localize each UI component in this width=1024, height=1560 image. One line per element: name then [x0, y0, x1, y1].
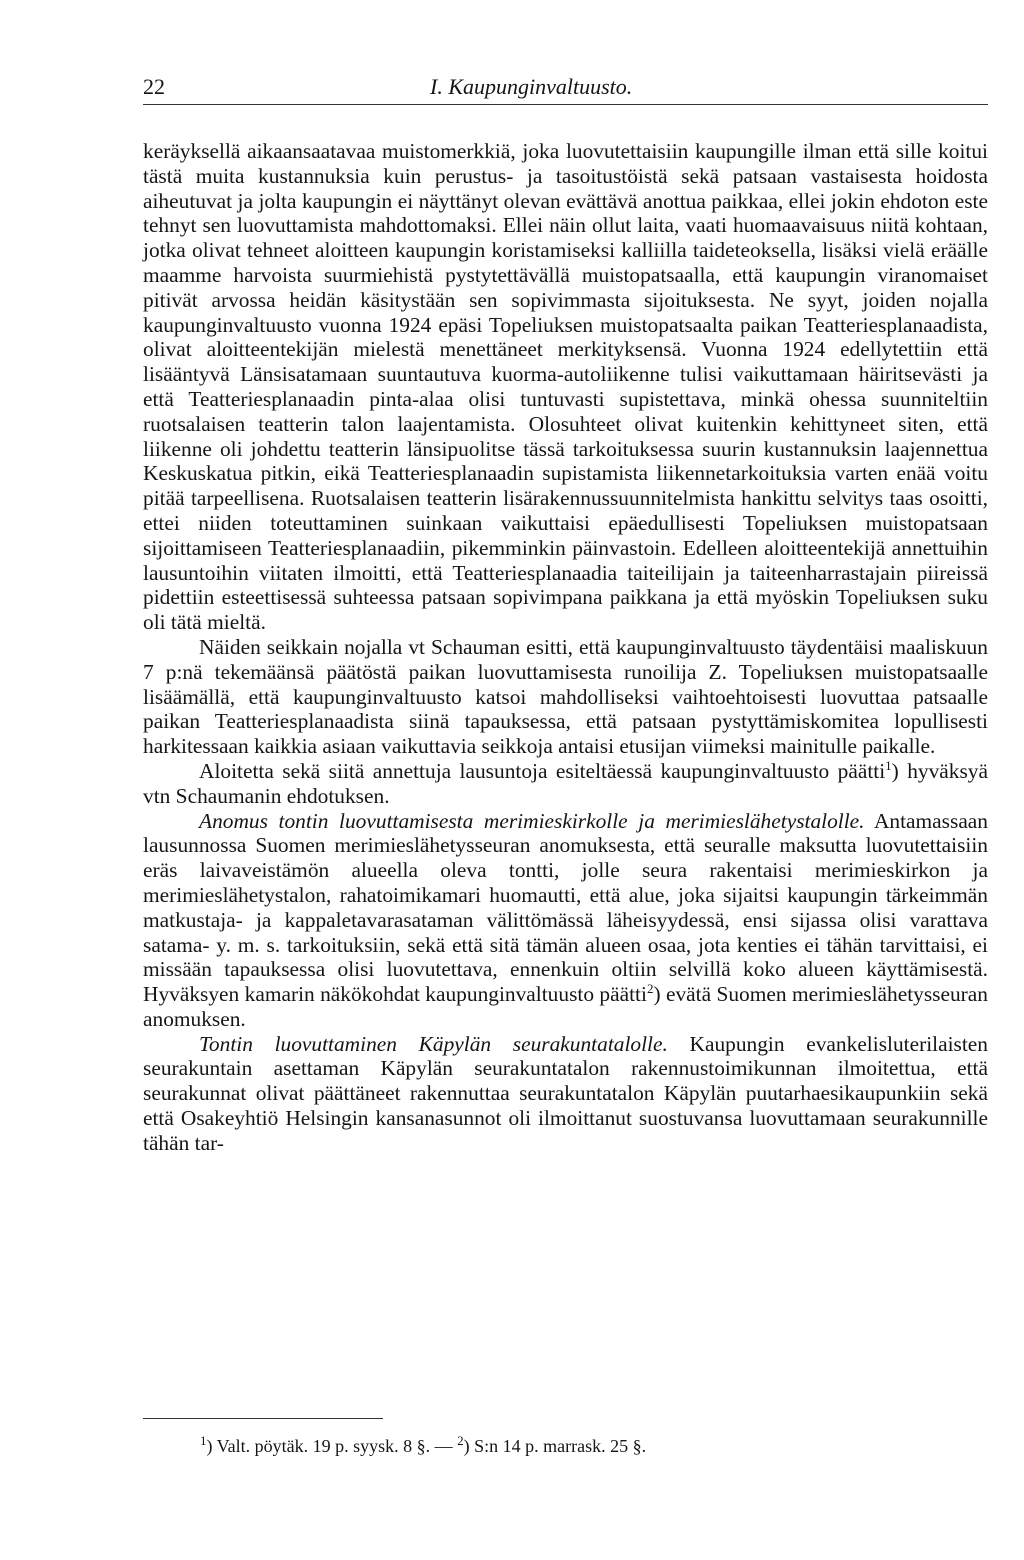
footnote-divider [143, 1418, 383, 1419]
paragraph-4-text: Antamassaan lausunnossa Suomen merimieslähetysseuran anomuksesta, että seuralle maksutta luovutettaisiin eräs laivaveistämön alueella oleva tontti, jolle seura rakentaisi merimieskirkon ja merimieslähetystalon, rahatoimikamari huomautti, että alue, joka sijaitsi kaupungin tärkeimmän matkustaja- ja kappaletavarasataman välittömässä läheisyydessä, ensi sijassa olisi varattava satama- y. m. s. tarkoituksiin, sekä että sitä tämän alueen osaa, jota kenties ei tähän tarvittaisi, ei missään tapauksessa olisi luovutettava, ennenkuin oltiin selvillä koko alueen käyttämisestä. Hyväksyen kamarin näkökohdat kaupunginvaltuusto päätti [143, 808, 988, 1007]
footnote-ref-2: 2 [646, 980, 654, 996]
paragraph-4-text-end: ) evätä Suomen merimieslähetysseuran anomuksen. [143, 982, 988, 1031]
section-heading-merimieskirkko: Anomus tontin luovuttamisesta merimieskirkolle ja merimieslähetystalolle. [199, 808, 865, 833]
section-heading-kapyla: Tontin luovuttaminen Käpylän seurakuntatalolle. [199, 1031, 668, 1056]
footnote-marker-1: 1 [200, 1433, 207, 1448]
paragraph-3-text-end: ) hyväksyä vtn Schaumanin ehdotuksen. [143, 758, 988, 808]
footnote-ref-1: 1 [885, 757, 892, 773]
footnotes [200, 1433, 647, 1457]
paragraph-2: Näiden seikkain nojalla vt Schauman esitti, että kaupunginvaltuusto täydentäisi maaliskuun 7 p:nä tekemäänsä päätöstä paikan luovuttamisesta runoilija Z. Topeliuksen muistopatsaalle lisäämällä, että kaupunginvaltuusto katsoi mahdolliseksi vaihtoehtoisesti luovuttaa patsaalle paikan Teatteriesplanaadista siinä tapauksessa, että patsaan pystyttämiskomitea lopullisesti harkitessaan kaikkia asiaan vaikuttavia seikkoja antaisi etusijan viimeksi mainitulle paikalle. [143, 634, 988, 759]
paragraph-5-text: Kaupungin evankelisluterilaisten seurakuntain asettaman Käpylän seurakuntatalon rakennustoimikunnan ilmoitettua, että seurakunnat olivat päättäneet rakennuttaa seurakuntatalon Käpylän puutarhaesikaupunkiin sekä että Osakeyhtiö Helsingin kansanasunnot oli ilmoittanut suostuvansa luovuttamaan seurakunnille tähän tar- [143, 1031, 988, 1155]
paragraph-4 [143, 809, 988, 1032]
page-header [143, 70, 988, 105]
body-text [143, 139, 988, 1156]
footnote-1-text: ) Valt. pöytäk. 19 p. syysk. 8 §. — [206, 1436, 458, 1456]
footnote-marker-2: 2 [457, 1433, 464, 1448]
paragraph-5 [143, 1032, 988, 1156]
paragraph-1: keräyksellä aikaansaatavaa muistomerkkiä, joka luovutettaisiin kaupungille ilman että sille koitui tästä muita kustannuksia kuin perustus- ja tasoitustöistä sekä patsaan vastaisesta hoidosta aiheutuvat ja jolta kaupungin ei näyttänyt olevan evättävä anottua paikkaa, ellei jokin ehdoton este tehnyt sen luovuttamista mahdottomaksi. Ellei näin ollut laita, vaati huomaavaisuus niitä kohtaan, jotka olivat tehneet aloitteen kaupungin koristamiseksi kalliilla taideteoksella, lisäksi vielä eräälle maamme harvoista suurmiehistä pystytettävällä muistopatsaalla, että kaupungin viranomaiset pitivät arvossa heidän käsitystään sen sopivimmasta sijoituksesta. Ne syyt, joiden nojalla kaupunginvaltuusto vuonna 1924 epäsi Topeliuksen muistopatsaalta paikan Teatteriesplanaadista, olivat aloitteentekijän mielestä menettäneet merkityksensä. Vuonna 1924 edellytettiin että lisääntyvä Länsisatamaan suuntautuva kuorma-autoliikenne tulisi vaikuttamaan häiritsevästi ja että Teatteriesplanaadin pinta-alaa olisi tuntuvasti supistettava, minkä ohessa suunniteltiin ruotsalaisen teatterin talon laajentamista. Olosuhteet olivat kuitenkin kehittyneet siten, että liikenne oli johdettu teatterin länsipuolitse tässä tarkoituksessa suurin kustannuksin laajennettua Keskuskatua pitkin, eikä Teatteriesplanaadin supistamista liikennetarkoituksia varten enää voitu pitää tarpeellisena. Ruotsalaisen teatterin lisärakennussuunnitelmista hankittu selvitys taas osoitti, ettei niiden toteuttaminen suinkaan vaikuttaisi epäedullisesti Topeliuksen muistopatsaan sijoittamiseen Teatteriesplanaadiin, pikemminkin päinvastoin. Edelleen aloitteentekijä annettuihin lausuntoihin viitaten ilmoitti, että Teatteriesplanaadia taiteilijain ja taiteenharrastajain piireissä pidettiin esteettisessä suhteessa patsaan sopivimpana paikkana ja että myöskin Topeliuksen suku oli tätä mieltä. [143, 139, 988, 635]
page-number: 22 [143, 74, 165, 99]
running-title: I. Kaupunginvaltuusto. [430, 74, 633, 99]
paragraph-3 [143, 759, 988, 809]
footnote-2-text: ) S:n 14 p. marrask. 25 §. [463, 1436, 647, 1456]
paragraph-3-text: Aloitetta sekä siitä annettuja lausuntoja esiteltäessä kaupunginvaltuusto päätti [199, 758, 886, 783]
